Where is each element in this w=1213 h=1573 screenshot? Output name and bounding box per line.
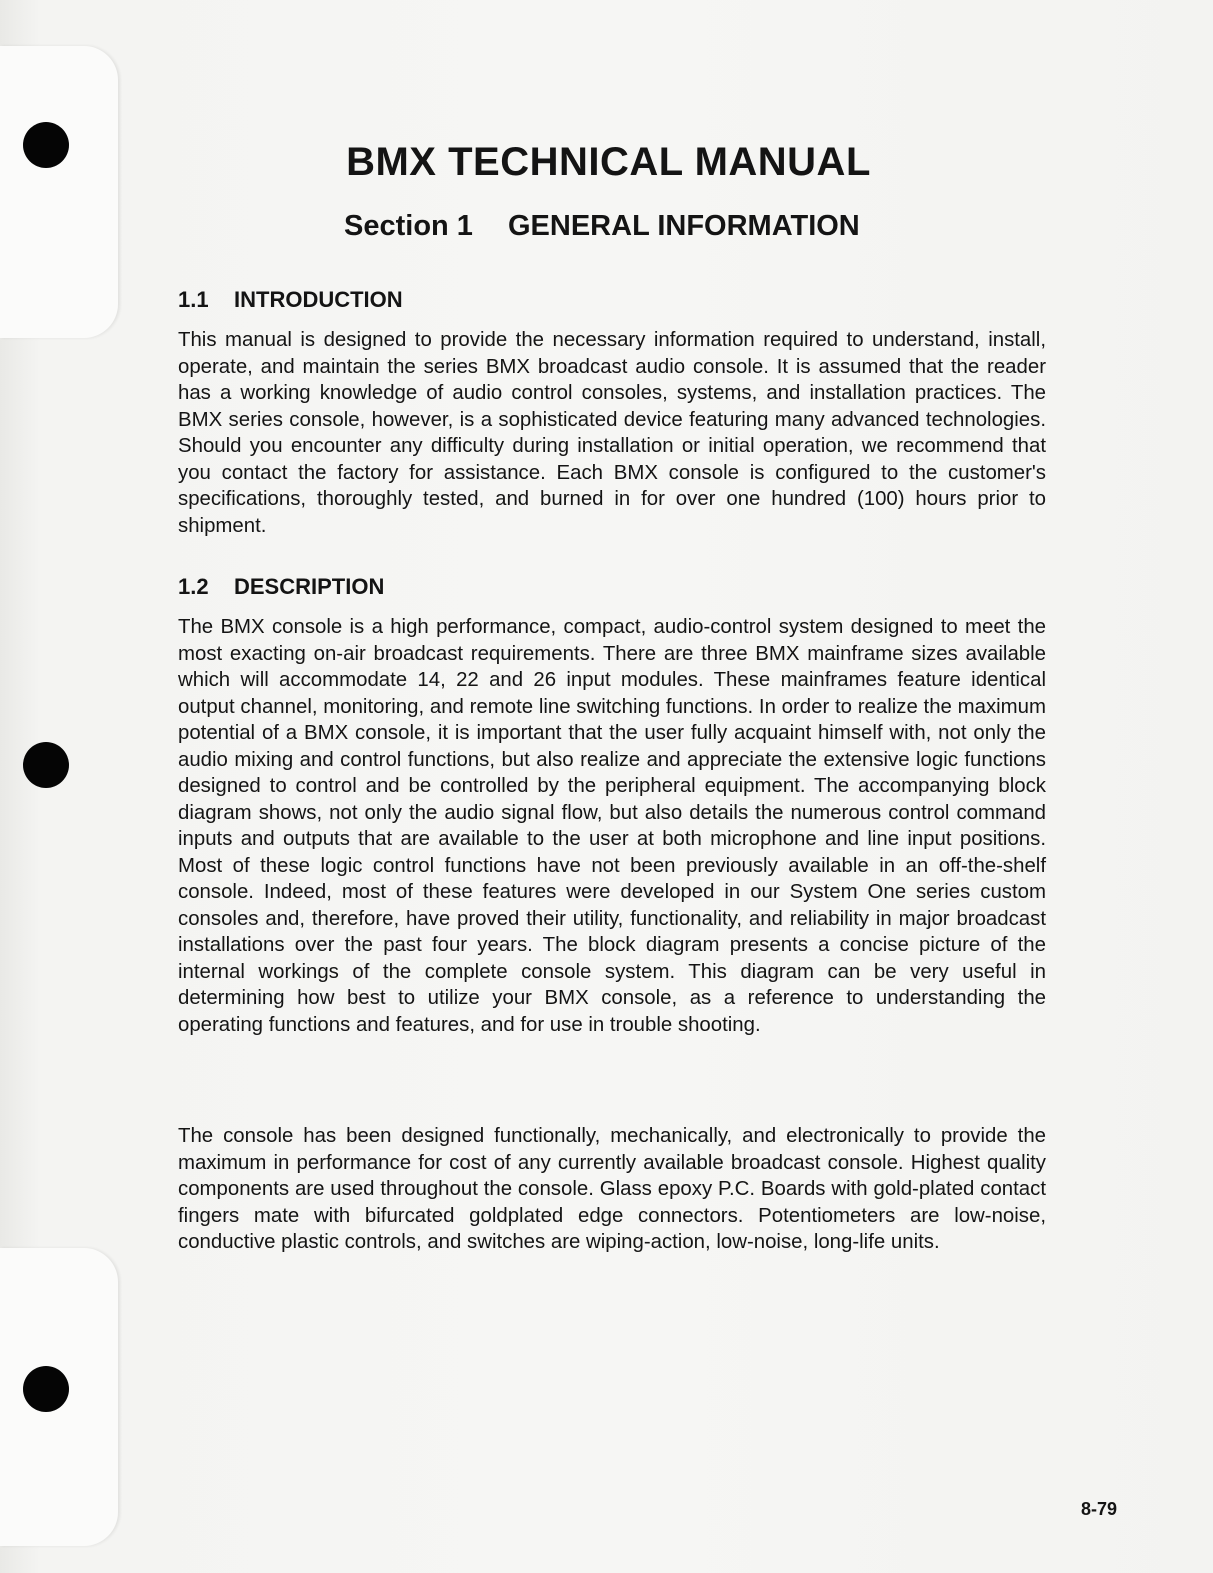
- paragraph-introduction: This manual is designed to provide the necessary information required to understand, install, operate, and maintain the series BMX broadcast audio console. It is assumed that the reader has a working knowledge of audio control consoles, systems, and installation practices. The BMX series console, however, is a sophisticated device featuring many advanced technologies. Should you encounter any difficulty during installation or initial operation, we recommend that you contact the factory for assistance. Each BMX console is configured to the customer's specifications, thoroughly tested, and burned in for over one hundred (100) hours prior to shipment.: [178, 329, 1046, 537]
- heading-number: 1.2: [178, 574, 209, 599]
- binder-tab-top: [0, 46, 118, 338]
- heading-text: DESCRIPTION: [234, 574, 385, 599]
- section-title: [344, 210, 860, 243]
- heading-number: 1.1: [178, 287, 209, 312]
- punch-hole-middle: [23, 742, 69, 788]
- punch-hole-bottom: [23, 1366, 69, 1412]
- section-number: Section 1: [344, 210, 473, 242]
- document-title: [0, 140, 1213, 185]
- heading-description: [178, 574, 384, 600]
- paragraph-description-1: The BMX console is a high performance, compact, audio-control system designed to meet the most exacting on-air broadcast requirements. There are three BMX mainframe sizes available which will accommodate 14, 22 and 26 input modules. These mainframes feature identical output channel, monitoring, and remote line switching functions. In order to realize the maximum potential of a BMX console, it is important that the user fully acquaint himself with, not only the audio mixing and control functions, but also realize and appreciate the extensive logic functions designed to control and be controlled by the peripheral equipment. The accompanying block diagram shows, not only the audio signal flow, but also details the numerous control command inputs and outputs that are available to the user at both microphone and line input positions. Most of these logic control functions have not been previously available in an off-the-shelf console. Indeed, most of these features were developed in our System One series custom consoles and, therefore, have proved their utility, functionality, and reliability in major broadcast installations over the past four years. The block diagram presents a concise picture of the internal workings of the complete console system. This diagram can be very useful in determining how best to utilize your BMX console, as a reference to understanding the operating functions and features, and for use in trouble shooting.: [178, 616, 1046, 1036]
- document-title-text: BMX TECHNICAL MANUAL: [346, 140, 871, 184]
- heading-text: INTRODUCTION: [234, 287, 403, 312]
- page-number: 8-79: [1080, 1499, 1117, 1519]
- heading-introduction: [178, 287, 403, 313]
- section-name: GENERAL INFORMATION: [508, 210, 860, 242]
- paragraph-description-2: The console has been designed functionally, mechanically, and electronically to provide the maximum in performance for cost of any currently available broadcast console. Highest quality components are used throughout the console. Glass epoxy P.C. Boards with gold-plated contact fingers mate with bifurcated goldplated edge connectors. Potentiometers are low-noise, conductive plastic controls, and switches are wiping-action, low-noise, long-life units.: [178, 1125, 1046, 1253]
